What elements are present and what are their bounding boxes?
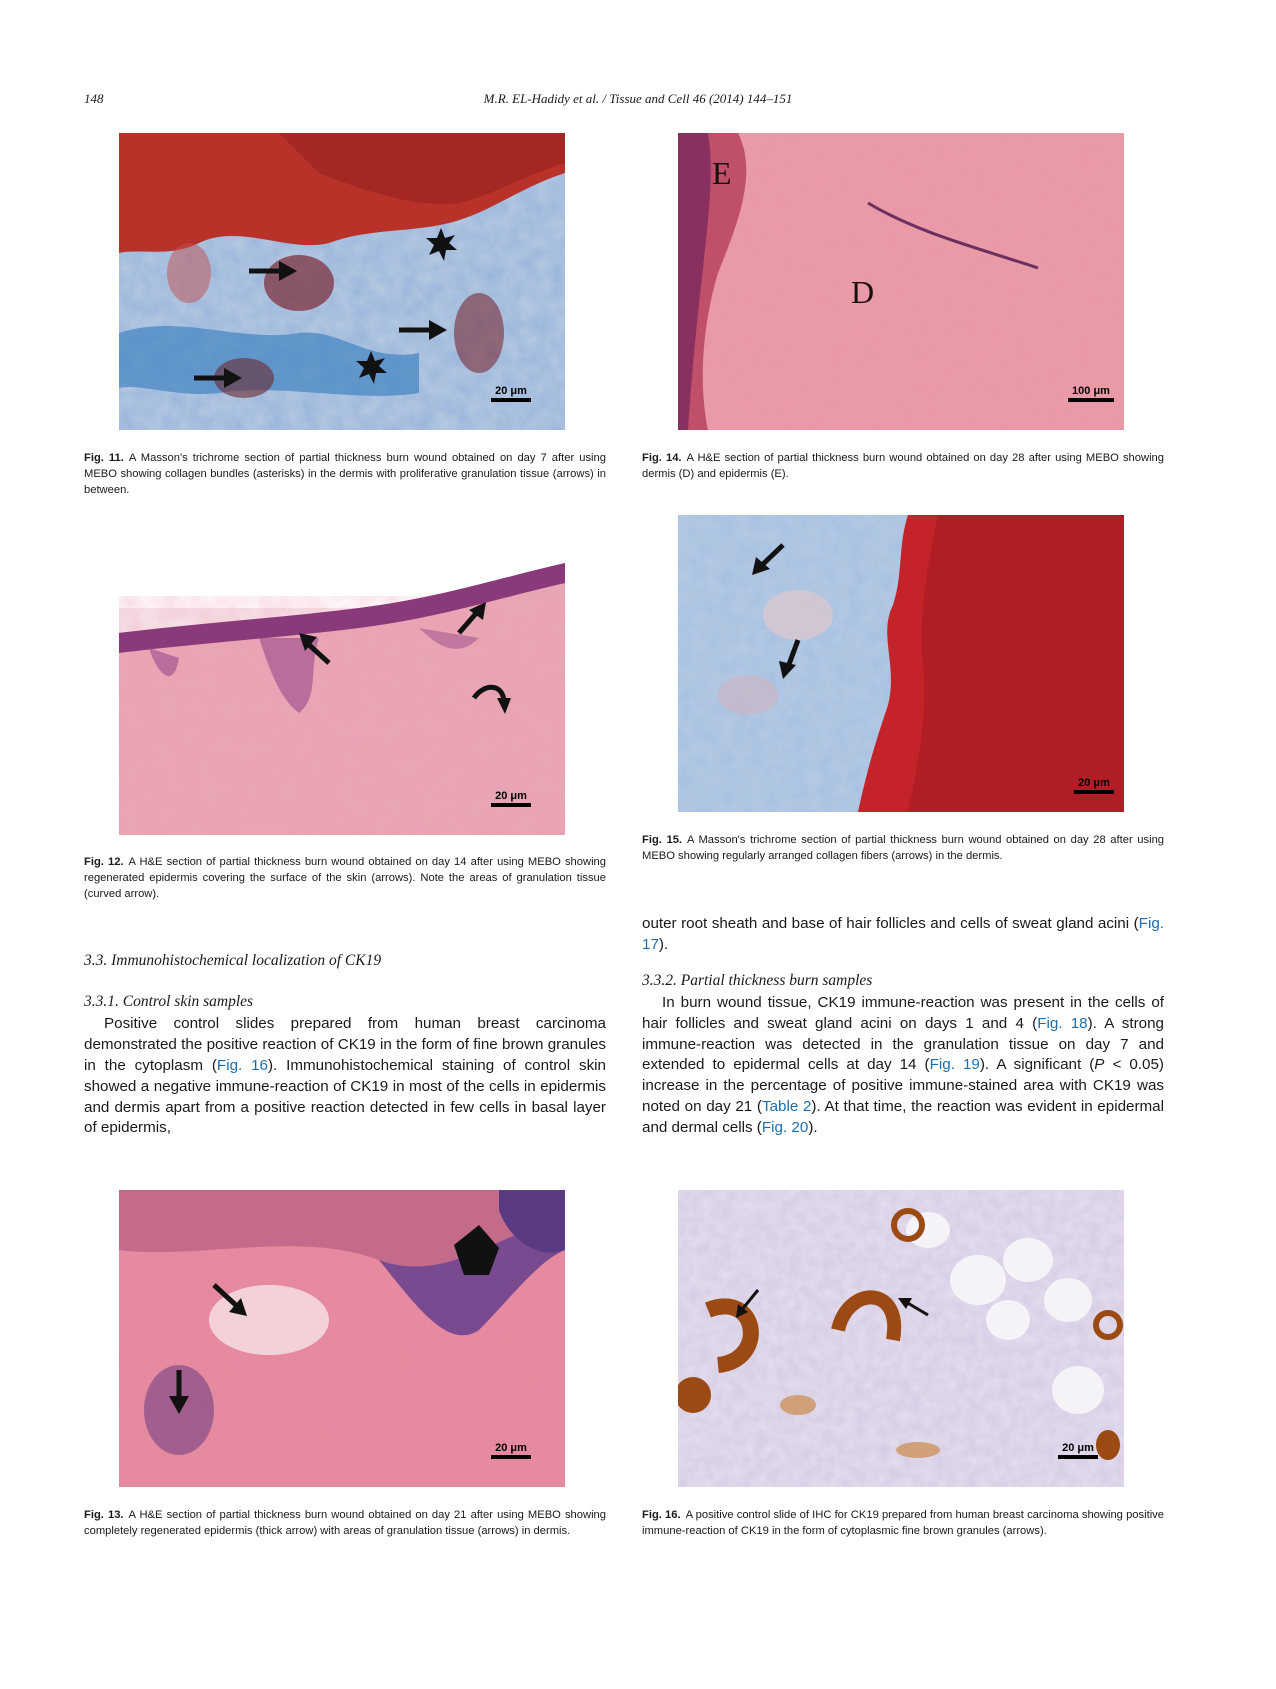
figure-15-caption: Fig. 15. A Masson's trichrome section of partial thickness burn wound obtained on day 28 after using MEBO showing regularly arranged collagen fibers (arrows) in the dermis. bbox=[642, 834, 1165, 862]
scale-bar: 20 μm bbox=[1058, 1442, 1098, 1459]
figure-11-micrograph bbox=[119, 133, 565, 430]
scale-bar: 20 μm bbox=[491, 790, 531, 807]
subsection-heading-control: 3.3.1. Control skin samples bbox=[84, 993, 254, 1010]
figure-15-micrograph bbox=[678, 515, 1124, 812]
right-column-text: outer root sheath and base of hair follicles and cells of sweat gland acini (Fig. 17). 3.3.2. Partial thickness burn samples In burn wound tissue, CK19 immune-reaction was present in the cells of hair follicles and sweat gland acini on days 1 and 4 (Fig. 18). A strong immune-reaction was detected in the granulation tissue on day 7 and extended to epidermal cells at day 14 (Fig. 19). A significant (P < 0.05) increase in the percentage of positive immune-stained area with CK19 was noted on day 21 (Table 2). At that time, the reaction was evident in epidermal and dermal cells (Fig. 20). bbox=[642, 915, 1164, 1136]
figure-label: Fig. 12. bbox=[84, 856, 124, 868]
figure-16-micrograph bbox=[678, 1190, 1124, 1487]
figure-12-caption: Fig. 12. A H&E section of partial thickness burn wound obtained on day 14 after using MEBO showing regenerated epidermis covering the surface of the skin (arrows). Note the areas of granulation tissue (curved arrow). bbox=[84, 856, 606, 900]
figure-14-caption: Fig. 14. A H&E section of partial thickness burn wound obtained on day 28 after using MEBO showing dermis (D) and epidermis (E). bbox=[642, 452, 1164, 480]
scale-bar: 20 μm bbox=[491, 1442, 531, 1459]
figure-label: Fig. 16. bbox=[642, 1509, 681, 1521]
figure-reference[interactable]: Fig. 18 bbox=[1037, 1014, 1088, 1032]
figure-reference[interactable]: Fig. 20 bbox=[761, 1118, 809, 1136]
running-head: M.R. EL-Hadidy et al. / Tissue and Cell 46 (2014) 144–151 bbox=[483, 91, 793, 106]
figure-reference[interactable]: Fig. 16 bbox=[216, 1056, 268, 1074]
page-number: 148 bbox=[84, 91, 104, 106]
figure-label: Fig. 11. bbox=[84, 452, 124, 464]
figure-label: Fig. 15. bbox=[642, 834, 683, 846]
figure-reference[interactable]: Fig. 17 bbox=[642, 915, 1164, 953]
figure-16-caption: Fig. 16. A positive control slide of IHC for CK19 prepared from human breast carcinoma showing positive immune-reaction of CK19 in the form of cytoplasmic fine brown granules (arrows). bbox=[642, 1509, 1165, 1537]
label-dermis: D bbox=[851, 274, 875, 310]
figure-13-micrograph bbox=[119, 1190, 565, 1487]
figure-11-caption: Fig. 11. A Masson's trichrome section of partial thickness burn wound obtained on day 7 after using MEBO showing collagen bundles (asterisks) in the dermis with proliferative granulation tissue (arrows) in between. bbox=[84, 452, 606, 496]
subsection-heading-burn: 3.3.2. Partial thickness burn samples bbox=[642, 971, 873, 989]
figure-12-micrograph bbox=[119, 538, 565, 835]
table-reference[interactable]: Table 2 bbox=[761, 1098, 812, 1116]
scale-bar: 20 μm bbox=[1074, 777, 1114, 794]
left-column-text: 3.3.1. Control skin samples Positive control slides prepared from human breast carcinoma demonstrated the positive reaction of CK19 in the form of fine brown granules in the cytoplasm (Fig. 16). Immunohistochemical staining of control skin showed a negative immune-reaction of CK19 in most of the cells in epidermis and dermis apart from a positive reaction detected in few cells in basal layer of epidermis, bbox=[84, 993, 606, 1137]
figure-reference[interactable]: Fig. 19 bbox=[929, 1056, 980, 1074]
figure-label: Fig. 13. bbox=[84, 1509, 124, 1521]
section-heading: 3.3. Immunohistochemical localization of CK19 bbox=[84, 952, 382, 969]
figure-14-micrograph bbox=[678, 133, 1124, 430]
figure-label: Fig. 14. bbox=[642, 452, 682, 464]
figure-13-caption: Fig. 13. A H&E section of partial thickness burn wound obtained on day 21 after using MEBO showing completely regenerated epidermis (thick arrow) with areas of granulation tissue (arrows) in dermis. bbox=[84, 1509, 606, 1537]
scale-bar: 20 μm bbox=[491, 385, 531, 402]
scale-bar: 100 μm bbox=[1068, 385, 1114, 402]
label-epidermis: E bbox=[712, 155, 732, 191]
